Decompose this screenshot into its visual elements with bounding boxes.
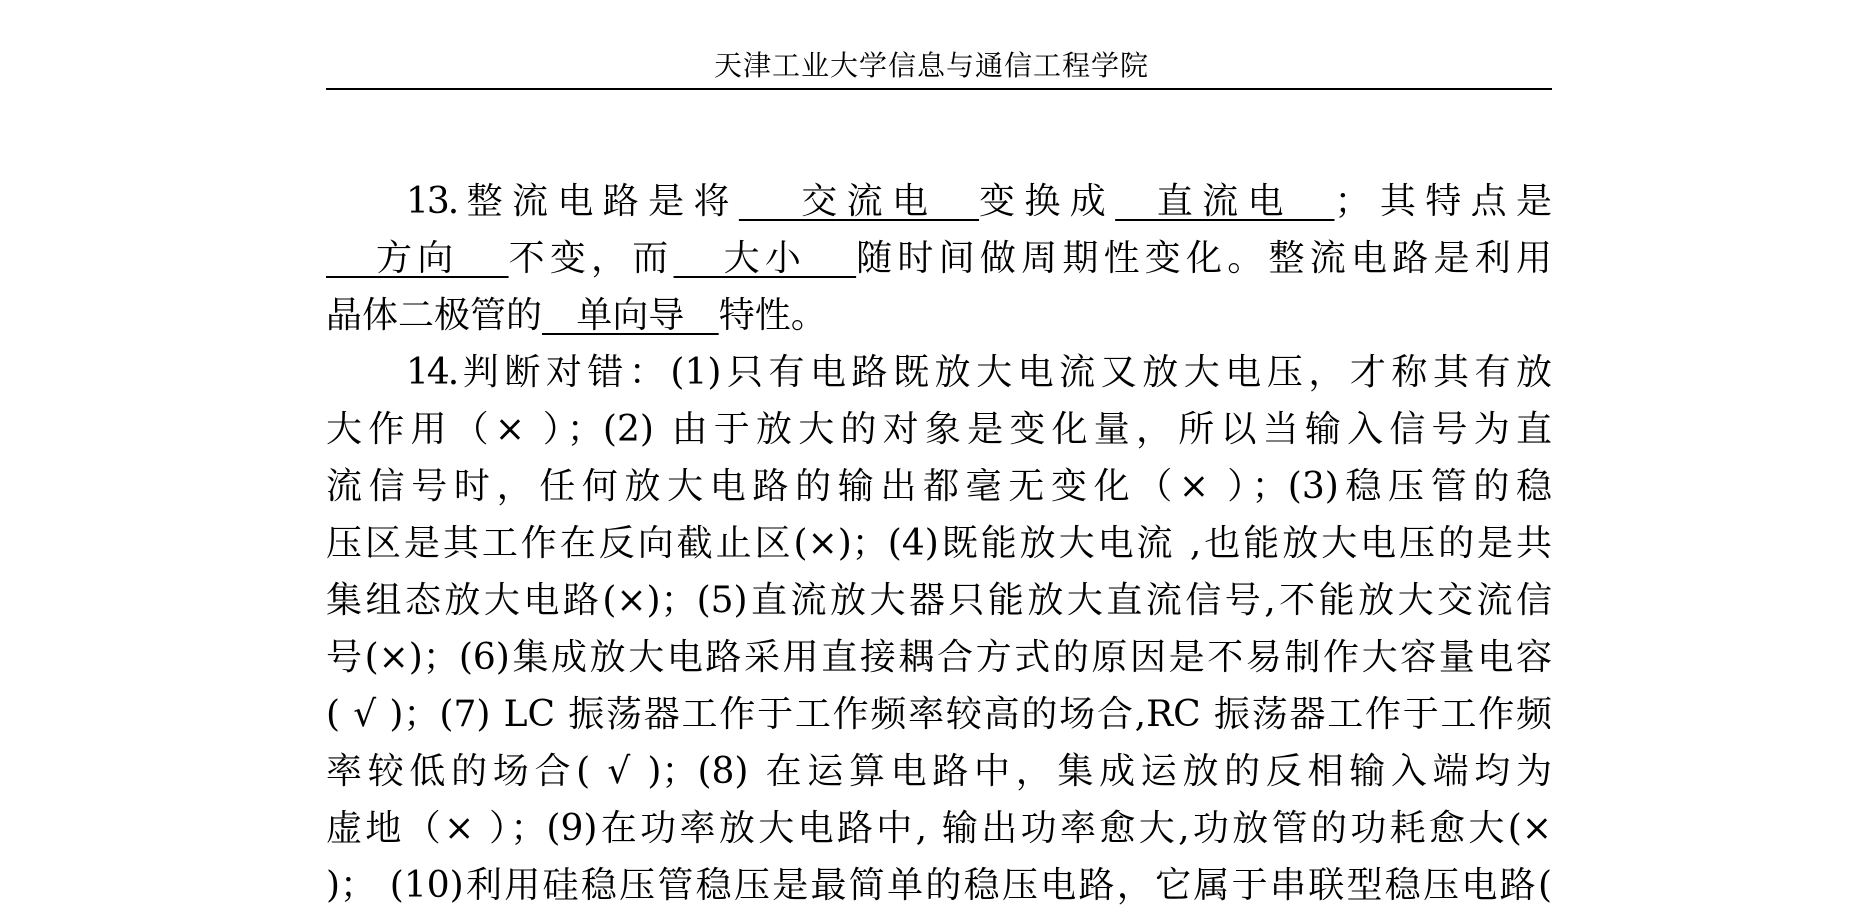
- q14-line-2: 大作用（× ）；(2) 由于放大的对象是变化量，所以当输入信号为直: [326, 409, 1552, 450]
- q13-text-a: 整流电路是将: [457, 181, 739, 222]
- q13-blank-4: 大小: [673, 238, 857, 279]
- q14-line-7: ( √ )；(7) LC 振荡器工作于工作频率较高的场合,RC 振荡器工作于工作频: [326, 694, 1552, 735]
- q13-text-e: 随时间做周期性变化。整流电路是利用: [856, 238, 1552, 279]
- q13-line-3: [326, 294, 1552, 338]
- q14-line-3: 流信号时，任何放大电路的输出都毫无变化（× ）；(3)稳压管的稳: [326, 466, 1552, 507]
- q14-line-10: )； (10)利用硅稳压管稳压是最简单的稳压电路，它属于串联型稳压电路(: [326, 865, 1552, 906]
- page-header: 天津工业大学信息与通信工程学院: [713, 49, 1149, 82]
- q14-line-8: 率较低的场合( √ )；(8) 在运算电路中，集成运放的反相输入端均为: [326, 751, 1552, 792]
- q13-text-c: ；其特点是: [1334, 181, 1552, 222]
- q13-blank-2: 直流电: [1115, 181, 1335, 222]
- q14-number: 14.: [406, 352, 458, 393]
- q13-text-b: 变换成: [979, 181, 1116, 222]
- q14-line-6: 号(×)；(6)集成放大电路采用直接耦合方式的原因是不易制作大容量电容: [326, 637, 1552, 678]
- q13-line-1: [406, 180, 1552, 224]
- q14-line-9: 虚地（× ）；(9)在功率放大电路中, 输出功率愈大,功放管的功耗愈大(×: [326, 808, 1552, 849]
- q13-blank-1: 交流电: [738, 181, 980, 222]
- header-rule: [326, 88, 1552, 90]
- q13-text-g: 特性。: [718, 295, 827, 336]
- q13-text-d: 不变，而: [508, 238, 674, 279]
- q14-text-1: 判断对错：(1)只有电路既放大电流又放大电压，才称其有放: [457, 352, 1552, 393]
- q14-line-4: 压区是其工作在反向截止区(×)；(4)既能放大电流 ,也能放大电压的是共: [326, 523, 1552, 564]
- q13-blank-3: 方向: [326, 238, 509, 279]
- q14-line-1: [406, 351, 1552, 395]
- q13-line-2: [326, 237, 1552, 281]
- q13-blank-5: 单向导: [542, 295, 719, 336]
- q13-text-f: 晶体二极管的: [326, 295, 543, 336]
- q14-line-5: 集组态放大电路(×)；(5)直流放大器只能放大直流信号,不能放大交流信: [326, 580, 1552, 621]
- q13-number: 13.: [406, 181, 458, 222]
